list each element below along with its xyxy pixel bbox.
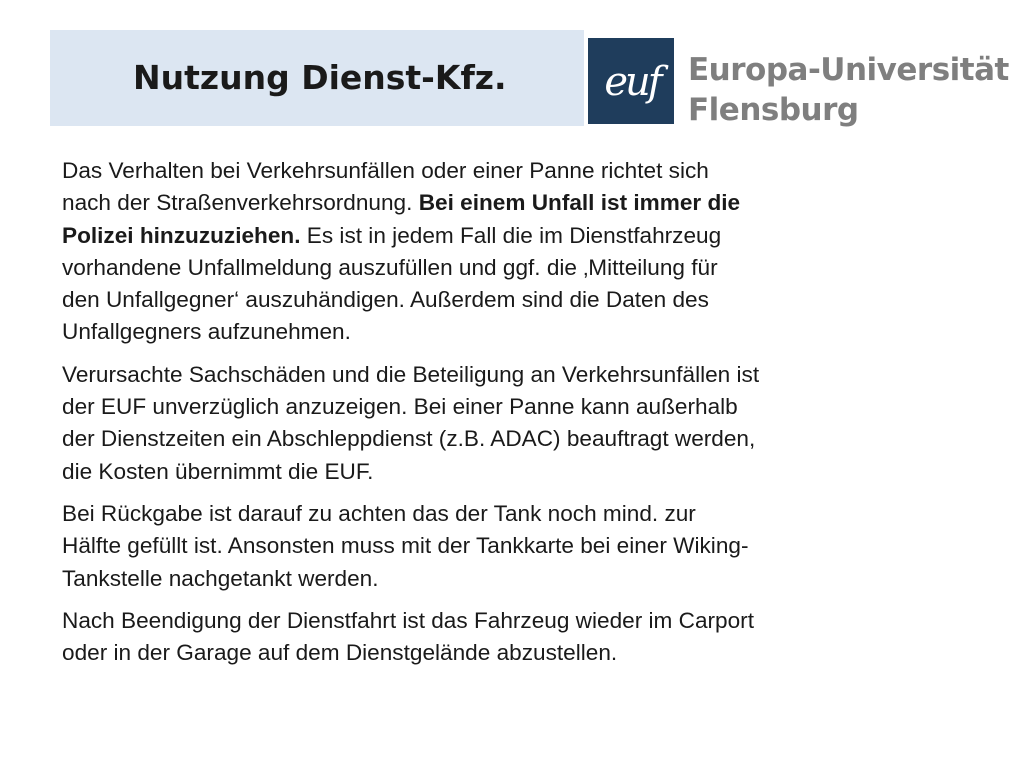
- text-line: Tankstelle nachgetankt werden.: [62, 565, 379, 591]
- text-line: [62, 220, 962, 252]
- euf-logo-mark-text: euf: [604, 59, 660, 105]
- text-line: der Dienstzeiten ein Abschleppdienst (z.B. ADAC) beauftragt werden,: [62, 426, 756, 452]
- paragraph-fuel-return: [62, 498, 962, 595]
- text-line: [62, 187, 962, 219]
- university-name-line1: Europa-Universität: [688, 52, 1009, 88]
- text-line: Das Verhalten bei Verkehrsunfällen oder einer Panne richtet sich: [62, 158, 709, 183]
- text-line: Hälfte gefüllt ist. Ansonsten muss mit der Tankkarte bei einer Wiking-: [62, 533, 749, 559]
- slide-title: Nutzung Dienst-Kfz.: [133, 58, 507, 97]
- text-segment: Es ist in jedem Fall die im Dienstfahrzeug: [300, 222, 722, 248]
- emphasis-police-required-cont: Polizei hinzuzuziehen.: [62, 222, 301, 248]
- university-name-line2: Flensburg: [688, 92, 859, 128]
- text-line: der EUF unverzüglich anzuzeigen. Bei einer Panne kann außerhalb: [62, 394, 738, 420]
- text-line: die Kosten übernimmt die EUF.: [62, 458, 374, 484]
- paragraph-accidents: [62, 155, 962, 349]
- text-line: Verursachte Sachschäden und die Beteiligung an Verkehrsunfällen ist: [62, 361, 760, 387]
- paragraph-damage-reporting: [62, 359, 962, 488]
- euf-logo-mark: [588, 38, 674, 124]
- text-line: vorhandene Unfallmeldung auszufüllen und ggf. die ‚Mitteilung für: [62, 254, 718, 280]
- text-line: den Unfallgegner‘ auszuhändigen. Außerdem sind die Daten des: [62, 287, 709, 313]
- university-name: [688, 50, 1009, 130]
- university-logo: [588, 36, 1009, 132]
- text-line: Unfallgegners aufzunehmen.: [62, 319, 351, 345]
- slide-body: [62, 155, 962, 679]
- text-segment: nach der Straßenverkehrsordnung.: [62, 190, 419, 216]
- text-line: Bei Rückgabe ist darauf zu achten das der Tank noch mind. zur: [62, 500, 696, 526]
- paragraph-parking: [62, 605, 962, 670]
- text-line: oder in der Garage auf dem Dienstgelände abzustellen.: [62, 640, 618, 666]
- emphasis-police-required: Bei einem Unfall ist immer die: [418, 190, 741, 216]
- text-line: Nach Beendigung der Dienstfahrt ist das Fahrzeug wieder im Carport: [62, 607, 754, 633]
